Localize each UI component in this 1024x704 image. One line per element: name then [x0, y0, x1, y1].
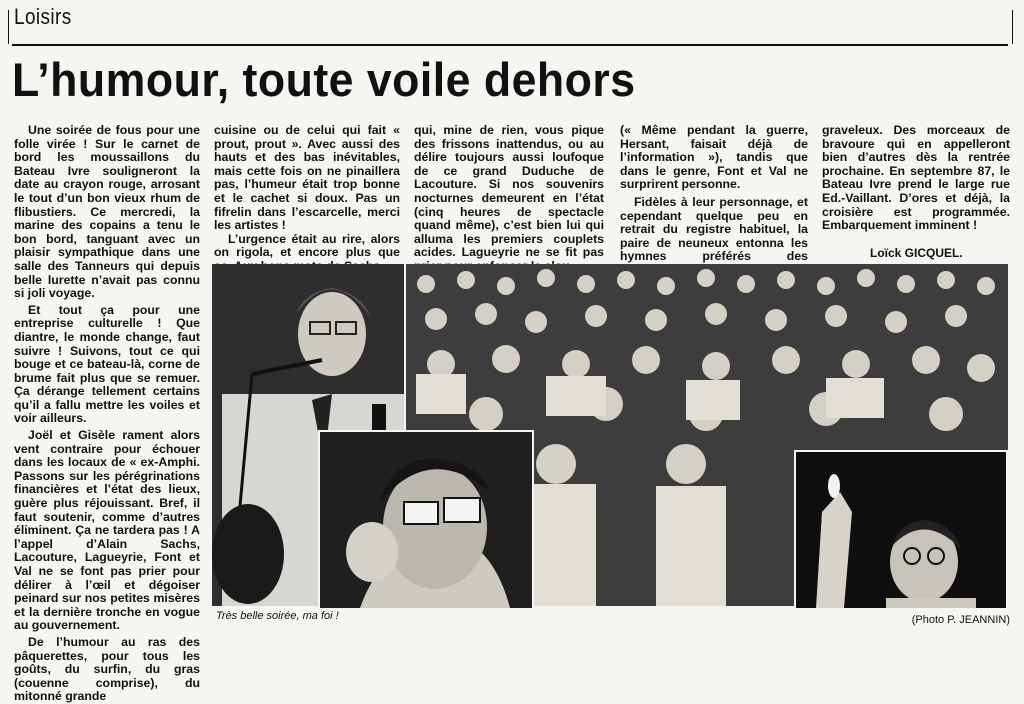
photo-credit: (Photo P. JEANNIN)	[911, 614, 1010, 626]
photo-inset-lighter	[794, 450, 1008, 610]
paragraph: L’urgence était au rire, alors on rigola, et encore plus que	[214, 231, 400, 260]
article-column-3	[414, 124, 604, 274]
paragraph: cuisine ou de celui qui fait « prout, prout ». Avec aussi des hauts et des bas inévitables, mais cette fois on ne pinaillera pas, l’humeur était trop bonne et le cachet si doux. Pas un fifrelin dans l’escarcelle, merci les artistes !	[214, 123, 400, 233]
paragraph: Fidèles à leur personnage, et cependant quelque peu en retrait du registre habituel, la paire de neuneux entonna les hymnes préférés des	[620, 194, 808, 264]
paragraph: graveleux. Des morceaux de bravoure qui en appelleront bien d’autres dès la rentrée prochaine. En septembre 87, le Bateau Ivre prend le large rue Ed.-Vaillant. D’ores et déjà, la croisière est programmée. Embarquement imminent !	[822, 123, 1010, 233]
photo-inset-clown	[318, 430, 534, 610]
article-column-5	[822, 124, 1010, 233]
paragraph: qui, mine de rien, vous pique des frissons inattendus, ou au délire toujours aussi loufoque de ce grand Duduche de Lacouture. Si nos souvenirs nocturnes demeurent en l’état (cinq heures de spectacle quand même), c’est bien lui qui alluma les premiers couplets acides. Lagueyrie ne se fit pas	[414, 123, 604, 260]
photo-caption: Très belle soirée, ma foi !	[216, 610, 339, 622]
author-signature: Loïck GICQUEL.	[870, 246, 963, 260]
section-divider-left	[8, 10, 9, 44]
section-label: Loisirs	[14, 4, 72, 29]
section-divider-right	[1012, 10, 1013, 44]
headline: L’humour, toute voile dehors	[12, 53, 636, 106]
section-rule	[12, 44, 1008, 46]
paragraph: Une soirée de fous pour une folle virée ! Sur le carnet de bord les moussaillons du Bateau Ivre souligneront la date au crayon rouge, arrosant le tout d’un bon vieux rhum de flibustiers. Ce mercredi, la marine des copains a tenu le bon bord, tanguant avec un plaisir sympathique dans une salle des Tanneurs qui depuis belle lurette n’avait pas connu si joli voyage.	[14, 123, 200, 301]
paragraph: Et tout ça pour une entreprise culturelle ! Que diantre, le monde change, faut suivre ! Suivons, tout ce qui bouge et ce bateau-là, corne de brume fait plus que se remuer. Ça dérange tellement certains qu’il a fallu mettre les voiles et voir ailleurs.	[14, 302, 200, 426]
article-column-2	[214, 124, 400, 274]
paragraph: (« Même pendant la guerre, Hersant, faisait déjà de l’information »), tandis que dans le genre, Font et Val ne surprirent personne.	[620, 123, 808, 192]
paragraph: Joël et Gisèle rament alors vent contraire pour échouer dans les locaux de « ex-Amphi. Passons sur les pérégrinations financières et l’état des lieux, guère plus réjouissant. Bref, il faut soutenir, comme d’autres éliminent. Ça ne tardera pas ! A l’appel d’Alain Sachs, Lacouture, Lagueyrie, Font et Val ne se font pas prier pour délirer à l’œil et dégoiser peinard sur nos petites misères et la dernière tronche en vogue au gouvernement.	[14, 428, 200, 633]
paragraph: De l’humour au ras des pâquerettes, pour tous les goûts, du surfin, du gras (couenne comprise), du mitonné grande	[14, 634, 200, 704]
article-column-1	[14, 124, 200, 704]
